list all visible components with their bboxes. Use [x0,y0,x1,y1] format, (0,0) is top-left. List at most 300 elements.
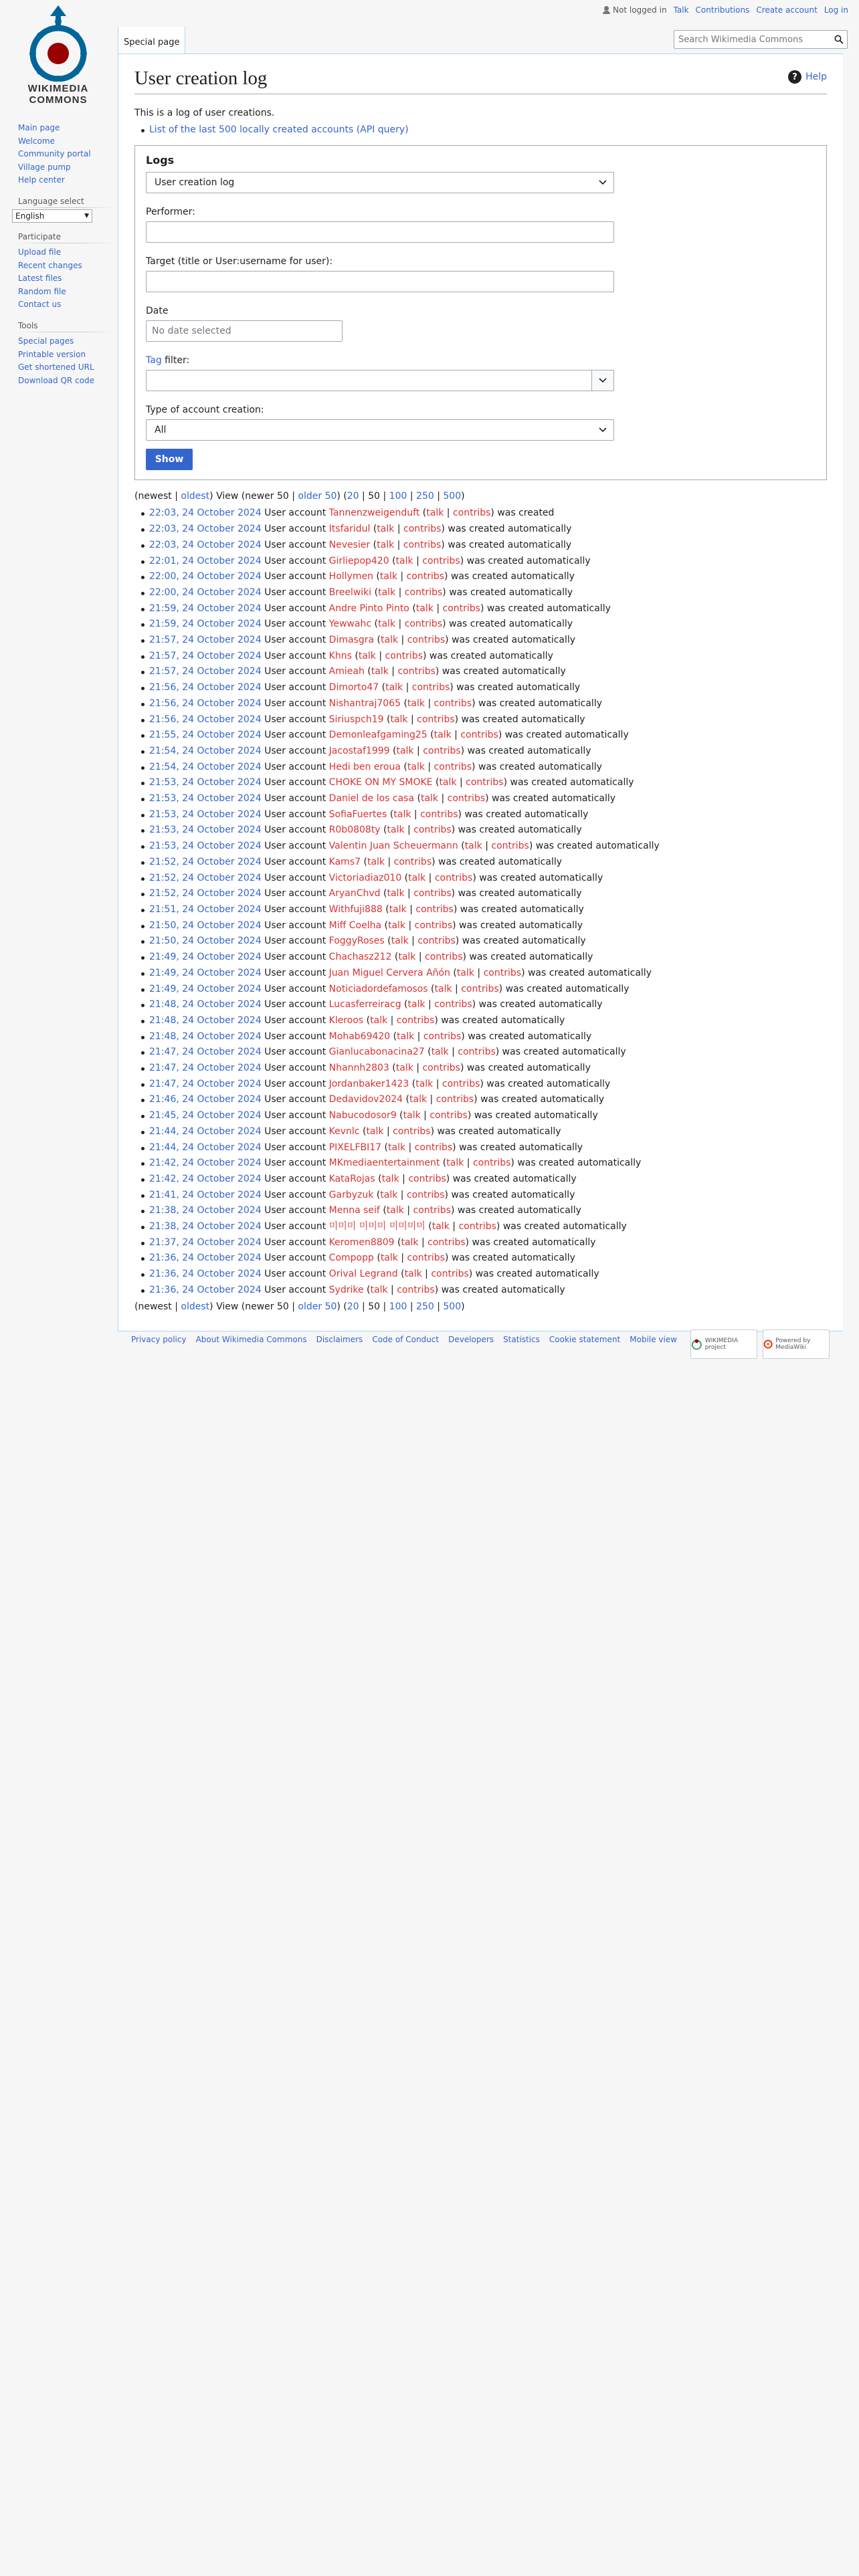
limit-100-link[interactable]: 100 [389,1301,407,1312]
entry-talk-link[interactable]: talk [393,809,411,820]
entry-contribs-link[interactable]: contribs [422,555,460,566]
entry-timestamp-link[interactable]: 21:50, 24 October 2024 [149,936,262,947]
entry-timestamp-link[interactable]: 21:46, 24 October 2024 [149,1094,262,1105]
entry-contribs-link[interactable]: contribs [417,714,455,725]
entry-user-link[interactable]: Kams7 [328,856,361,867]
api-query-link[interactable]: List of the last 500 locally created accounts (API query) [149,124,409,136]
entry-user-link[interactable]: Gianlucabonacina27 [328,1047,425,1058]
entry-contribs-link[interactable]: contribs [427,1237,466,1248]
entry-text: ( [394,1237,401,1248]
entry-timestamp-link[interactable]: 21:47, 24 October 2024 [149,1047,262,1058]
create-account-link[interactable]: Create account [756,5,818,15]
entry-contribs-link[interactable]: contribs [458,1221,496,1232]
entry-contribs-link[interactable]: contribs [414,920,453,931]
entry-timestamp-link[interactable]: 21:52, 24 October 2024 [149,856,262,867]
entry-contribs-link[interactable]: contribs [406,1189,445,1200]
sidebar-item-qr-code[interactable]: Download QR code [18,375,94,385]
entry-action-text: was created automatically [459,1142,583,1153]
entry-timestamp-link[interactable]: 21:49, 24 October 2024 [149,983,262,994]
entry-user-link[interactable]: Nabucodosor9 [328,1110,397,1121]
entry-user-link[interactable]: Compopp [328,1253,374,1264]
entry-user-link[interactable]: Kevnlc [328,1125,360,1137]
entry-talk-link[interactable]: talk [370,1014,388,1026]
entry-talk-link[interactable]: talk [378,586,396,598]
entry-user-link[interactable]: Chachasz212 [328,952,392,963]
entry-timestamp-link[interactable]: 21:38, 24 October 2024 [149,1205,262,1216]
entry-contribs-link[interactable]: contribs [452,508,491,519]
entry-timestamp-link[interactable]: 21:44, 24 October 2024 [149,1125,262,1137]
entry-talk-link[interactable]: talk [367,856,385,867]
entry-text: | [474,967,484,978]
entry-contribs-link[interactable]: contribs [397,666,436,677]
entry-user-link[interactable]: Lucasferreiracg [328,999,401,1010]
entry-timestamp-link[interactable]: 21:36, 24 October 2024 [149,1253,262,1264]
entry-user-link[interactable]: AryanChvd [328,888,381,899]
entry-contribs-link[interactable]: contribs [431,1269,469,1280]
tab-special-page[interactable]: Special page [118,27,185,53]
entry-timestamp-link[interactable]: 21:42, 24 October 2024 [149,1173,262,1184]
entry-talk-link[interactable]: talk [415,603,434,614]
entry-user-link[interactable]: Nevesier [328,539,371,550]
entry-timestamp-link[interactable]: 21:53, 24 October 2024 [149,777,262,788]
entry-user-link[interactable]: Dimorto47 [328,682,379,693]
entry-user-link[interactable]: MKmediaentertainment [328,1158,440,1169]
entry-timestamp-link[interactable]: 22:03, 24 October 2024 [149,508,262,519]
entry-user-account-label: User account [261,809,329,820]
entry-talk-link[interactable]: talk [386,1205,404,1216]
entry-talk-link[interactable]: talk [420,793,439,804]
language-select[interactable] [12,209,92,223]
entry-text: ) [472,697,478,709]
entry-talk-link[interactable]: talk [381,635,399,646]
entry-talk-link[interactable]: talk [415,1078,434,1089]
date-input[interactable]: No date selected [146,320,343,342]
limit-20-link[interactable]: 20 [347,1301,359,1312]
entry-text: ) [458,809,465,820]
entry-contribs-link[interactable]: contribs [403,539,442,550]
entry-text: ( [409,603,416,614]
sidebar-item-help-center[interactable]: Help center [18,175,65,185]
entry-text: | [403,682,412,693]
entry-timestamp-link[interactable]: 21:53, 24 October 2024 [149,809,262,820]
entry-user-link[interactable]: Nishantraj7065 [328,697,401,709]
entry-user-account-label: User account [261,508,329,519]
sidebar-item-recent-changes[interactable]: Recent changes [18,260,82,270]
sidebar-item-special-pages[interactable]: Special pages [18,336,74,346]
footer-disclaimers-link[interactable]: Disclaimers [316,1335,363,1344]
entry-talk-link[interactable]: talk [432,1221,450,1232]
entry-user-link[interactable]: Garbyzuk [328,1189,374,1200]
entry-timestamp-link[interactable]: 21:41, 24 October 2024 [149,1189,262,1200]
entry-talk-link[interactable]: talk [377,619,396,630]
entry-timestamp-link[interactable]: 21:49, 24 October 2024 [149,967,262,978]
log-entry [149,1108,827,1124]
entry-talk-link[interactable]: talk [446,1158,464,1169]
entry-contribs-link[interactable]: contribs [483,967,522,978]
entry-talk-link[interactable]: talk [404,1269,422,1280]
entry-contribs-link[interactable]: contribs [466,777,504,788]
entry-timestamp-link[interactable]: 21:44, 24 October 2024 [149,1142,262,1153]
older-50-link[interactable]: older 50 [298,491,337,502]
entry-talk-link[interactable]: talk [385,682,403,693]
entry-user-link[interactable]: FoggyRoses [328,936,385,947]
site-logo[interactable] [15,1,102,107]
entry-user-link[interactable]: Hedi ben eroua [328,761,401,772]
entry-user-link[interactable]: Daniel de los casa [328,793,415,804]
entry-talk-link[interactable]: talk [426,508,444,519]
entry-timestamp-link[interactable]: 21:37, 24 October 2024 [149,1237,262,1248]
sidebar-item-welcome[interactable]: Welcome [18,136,55,146]
entry-user-link[interactable]: Dimasgra [328,635,375,646]
entry-user-link[interactable]: Itsfaridul [328,524,371,535]
log-entry [149,1013,827,1029]
entry-user-link[interactable]: Khns [328,650,352,661]
entry-user-link[interactable]: Sydrike [328,1284,364,1295]
mediawiki-badge[interactable] [763,1329,830,1359]
footer-statistics-link[interactable]: Statistics [503,1335,540,1344]
entry-timestamp-link[interactable]: 21:49, 24 October 2024 [149,952,262,963]
entry-talk-link[interactable]: talk [358,650,376,661]
entry-contribs-link[interactable]: contribs [397,1284,435,1295]
entry-talk-link[interactable]: talk [398,952,416,963]
entry-user-link[interactable]: Jordanbaker1423 [328,1078,409,1089]
entry-timestamp-link[interactable]: 21:55, 24 October 2024 [149,730,262,741]
entry-talk-link[interactable]: talk [407,697,425,709]
entry-user-link[interactable]: Withfuji888 [328,904,383,915]
entry-text: ) [461,1031,468,1042]
entry-text: | [424,761,434,772]
entry-text: ( [351,650,359,661]
entry-talk-link[interactable]: talk [388,1142,406,1153]
entry-talk-link[interactable]: talk [403,1110,421,1121]
entry-contribs-link[interactable]: contribs [407,1253,445,1264]
entry-timestamp-link[interactable]: 22:03, 24 October 2024 [149,524,262,535]
entry-contribs-link[interactable]: contribs [460,730,498,741]
help-link[interactable] [788,70,827,84]
limit-500-link[interactable]: 500 [443,491,462,502]
entry-contribs-link[interactable]: contribs [393,856,432,867]
entry-timestamp-link[interactable]: 21:47, 24 October 2024 [149,1063,262,1074]
entry-talk-link[interactable]: talk [434,983,452,994]
entry-talk-link[interactable]: talk [387,825,405,836]
entry-action-text: was created automatically [451,1253,575,1264]
entry-timestamp-link[interactable]: 21:54, 24 October 2024 [149,761,262,772]
entry-contribs-link[interactable]: contribs [417,936,456,947]
entry-timestamp-link[interactable]: 21:56, 24 October 2024 [149,697,262,709]
entry-text: | [407,714,417,725]
entry-contribs-link[interactable]: contribs [407,635,446,646]
help-label[interactable]: Help [805,72,827,82]
entry-contribs-link[interactable]: contribs [393,1125,431,1137]
entry-contribs-link[interactable]: contribs [415,904,454,915]
sidebar-item-shortened-url[interactable]: Get shortened URL [18,362,94,372]
sidebar-item-village-pump[interactable]: Village pump [18,162,71,172]
entry-user-link[interactable]: Breelwiki [328,586,372,598]
entry-talk-link[interactable]: talk [409,1094,427,1105]
entry-contribs-link[interactable]: contribs [414,1142,453,1153]
entry-contribs-link[interactable]: contribs [413,888,452,899]
entry-contribs-link[interactable]: contribs [413,1205,451,1216]
entry-text: | [385,856,394,867]
oldest-link[interactable]: oldest [181,491,210,502]
entry-text: ( [389,555,396,566]
entry-text: | [452,983,462,994]
entry-talk-link[interactable]: talk [391,936,409,947]
entry-user-account-label: User account [261,1031,329,1042]
entry-timestamp-link[interactable]: 21:52, 24 October 2024 [149,888,262,899]
entry-timestamp-link[interactable]: 22:00, 24 October 2024 [149,586,262,598]
entry-user-link[interactable]: Nhannh2803 [328,1063,389,1074]
entry-contribs-link[interactable]: contribs [434,761,472,772]
entry-timestamp-link[interactable]: 21:54, 24 October 2024 [149,745,262,756]
entry-timestamp-link[interactable]: 22:03, 24 October 2024 [149,539,262,550]
entry-user-link[interactable]: CHOKE ON MY SMOKE [328,777,433,788]
entry-talk-link[interactable]: talk [407,999,425,1010]
entry-user-link[interactable]: Andre Pinto Pinto [328,603,409,614]
entry-talk-link[interactable]: talk [401,1237,419,1248]
entry-talk-link[interactable]: talk [387,920,406,931]
footer-privacy-link[interactable]: Privacy policy [131,1335,187,1344]
sidebar-navigation [18,120,114,187]
contributions-link[interactable]: Contributions [695,5,750,15]
entry-timestamp-link[interactable]: 21:48, 24 October 2024 [149,1031,262,1042]
entry-timestamp-link[interactable]: 22:01, 24 October 2024 [149,555,262,566]
entry-contribs-link[interactable]: contribs [434,872,473,883]
log-entry [149,1172,827,1188]
entry-talk-link[interactable]: talk [395,1063,413,1074]
entry-talk-link[interactable]: talk [390,714,408,725]
entry-contribs-link[interactable]: contribs [436,1094,474,1105]
entry-talk-link[interactable]: talk [380,1253,398,1264]
log-in-link[interactable]: Log in [824,5,848,15]
entry-user-link[interactable]: Mohab69420 [328,1031,391,1042]
show-button[interactable]: Show [146,449,193,470]
entry-timestamp-link[interactable]: 21:48, 24 October 2024 [149,1014,262,1026]
entry-talk-link[interactable]: talk [434,730,452,741]
performer-input[interactable] [146,221,614,243]
entry-user-link[interactable]: Menna seif [328,1205,380,1216]
entry-contribs-link[interactable]: contribs [442,1078,480,1089]
log-type-select[interactable] [146,172,614,193]
entry-timestamp-link[interactable]: 21:57, 24 October 2024 [149,650,262,661]
entry-contribs-link[interactable]: contribs [461,983,499,994]
entry-contribs-link[interactable]: contribs [430,1110,468,1121]
entry-timestamp-link[interactable]: 21:53, 24 October 2024 [149,793,262,804]
log-entry [149,855,827,871]
entry-text: ( [401,999,408,1010]
entry-talk-link[interactable]: talk [464,841,482,852]
entry-user-link[interactable]: Victoriadiaz010 [328,872,402,883]
entry-user-link[interactable]: Hollymen [328,571,373,582]
entry-timestamp-link[interactable]: 21:42, 24 October 2024 [149,1158,262,1169]
tag-link[interactable]: Tag [146,355,162,366]
entry-user-link[interactable]: Orival Legrand [328,1269,398,1280]
entry-contribs-link[interactable]: contribs [406,571,445,582]
footer-code-of-conduct-link[interactable]: Code of Conduct [372,1335,440,1344]
search-input[interactable] [674,34,831,45]
entry-contribs-link[interactable]: contribs [491,841,529,852]
entry-contribs-link[interactable]: contribs [434,697,472,709]
entry-timestamp-link[interactable]: 21:59, 24 October 2024 [149,619,262,630]
footer-about-link[interactable]: About Wikimedia Commons [195,1335,307,1344]
entry-talk-link[interactable]: talk [379,571,397,582]
entry-talk-link[interactable]: talk [381,1173,399,1184]
log-entry [149,950,827,966]
entry-timestamp-link[interactable]: 21:53, 24 October 2024 [149,825,262,836]
entry-user-link[interactable]: Amieah [328,666,365,677]
entry-timestamp-link[interactable]: 21:36, 24 October 2024 [149,1269,262,1280]
entry-talk-link[interactable]: talk [377,539,395,550]
entry-user-account-label: User account [261,1094,329,1105]
entry-talk-link[interactable]: talk [366,1125,384,1137]
entry-contribs-link[interactable]: contribs [413,825,452,836]
entry-timestamp-link[interactable]: 21:53, 24 October 2024 [149,841,262,852]
entry-talk-link[interactable]: talk [371,666,389,677]
entry-user-link[interactable]: KataRojas [328,1173,375,1184]
entry-user-account-label: User account [261,1253,329,1264]
limit-20-link[interactable]: 20 [347,491,359,502]
entry-user-link[interactable]: Kleroos [328,1014,364,1026]
entry-text: | [395,619,405,630]
entry-action-text: was created automatically [464,809,589,820]
entry-contribs-link[interactable]: contribs [408,1173,446,1184]
entry-action-text: was created automatically [517,1158,642,1169]
account-type-select[interactable] [146,419,614,441]
limit-100-link[interactable]: 100 [389,491,407,502]
entry-user-link[interactable]: Demonleafgaming25 [328,730,427,741]
entry-contribs-link[interactable]: contribs [434,999,472,1010]
limit-250-link[interactable]: 250 [416,1301,434,1312]
nav-text: ) ( [337,1301,347,1312]
entry-talk-link[interactable]: talk [370,1284,388,1295]
sidebar-item-random-file[interactable]: Random file [18,286,66,296]
intro-text: This is a log of user creations. [134,108,275,119]
entry-user-account-label: User account [261,1269,329,1280]
talk-link[interactable]: Talk [673,5,689,15]
sidebar-item-upload-file[interactable]: Upload file [18,247,62,257]
entry-timestamp-link[interactable]: 21:45, 24 October 2024 [149,1110,262,1121]
wikimedia-project-badge[interactable] [690,1329,757,1359]
entry-timestamp-link[interactable]: 21:48, 24 October 2024 [149,999,262,1010]
entry-contribs-link[interactable]: contribs [420,809,458,820]
entry-timestamp-link[interactable]: 21:57, 24 October 2024 [149,666,262,677]
footer-cookie-link[interactable]: Cookie statement [549,1335,621,1344]
entry-contribs-link[interactable]: contribs [447,793,486,804]
entry-timestamp-link[interactable]: 21:59, 24 October 2024 [149,603,262,614]
entry-user-link[interactable]: Valentin Juan Scheuermann [328,841,458,852]
older-50-link[interactable]: older 50 [298,1301,337,1312]
sidebar-item-contact-us[interactable]: Contact us [18,300,62,310]
entry-user-link[interactable]: Noticiadordefamosos [328,983,428,994]
entry-talk-link[interactable]: talk [380,1189,398,1200]
entry-contribs-link[interactable]: contribs [403,524,442,535]
entry-timestamp-link[interactable]: 22:00, 24 October 2024 [149,571,262,582]
entry-talk-link[interactable]: talk [408,872,426,883]
log-entry [149,823,827,839]
entry-contribs-link[interactable]: contribs [442,603,480,614]
sidebar-item-main-page[interactable]: Main page [18,123,60,132]
entry-user-link[interactable]: Miff Coelha [328,920,382,931]
entry-contribs-link[interactable]: contribs [425,952,463,963]
oldest-link[interactable]: oldest [181,1301,210,1312]
entry-text: ( [424,1047,432,1058]
entry-timestamp-link[interactable]: 21:36, 24 October 2024 [149,1284,262,1295]
entry-talk-link[interactable]: talk [439,777,457,788]
entry-talk-link[interactable]: talk [377,524,395,535]
entry-contribs-link[interactable]: contribs [404,619,443,630]
entry-talk-link[interactable]: talk [395,555,413,566]
entry-timestamp-link[interactable]: 21:56, 24 October 2024 [149,682,262,693]
tag-filter-dropdown-button[interactable] [591,370,614,391]
entry-contribs-link[interactable]: contribs [411,682,450,693]
entry-timestamp-link[interactable]: 21:50, 24 October 2024 [149,920,262,931]
entry-user-link[interactable]: Yewwahc [328,619,372,630]
entry-timestamp-link[interactable]: 21:51, 24 October 2024 [149,904,262,915]
entry-user-link[interactable]: SofiaFuertes [328,809,387,820]
entry-action-text: was created automatically [527,967,652,978]
limit-250-link[interactable]: 250 [416,491,434,502]
footer-mobile-view-link[interactable]: Mobile view [630,1335,678,1344]
entry-user-link[interactable]: Girliepop420 [328,555,389,566]
entry-timestamp-link[interactable]: 21:47, 24 October 2024 [149,1078,262,1089]
entry-talk-link[interactable]: talk [407,761,425,772]
entry-talk-link[interactable]: talk [387,888,405,899]
entry-contribs-link[interactable]: contribs [422,1063,460,1074]
entry-timestamp-link[interactable]: 21:56, 24 October 2024 [149,714,262,725]
log-entry [149,1235,827,1251]
entry-user-link[interactable]: 미미미 미미미 미미미미 [328,1221,425,1232]
entry-text: ) [444,1189,452,1200]
entry-user-link[interactable]: Jacostaf1999 [328,745,390,756]
limit-500-link[interactable]: 500 [443,1301,462,1312]
entry-timestamp-link[interactable]: 21:57, 24 October 2024 [149,635,262,646]
entry-contribs-link[interactable]: contribs [423,745,461,756]
entry-user-link[interactable]: Siriuspch19 [328,714,384,725]
sidebar-item-community-portal[interactable]: Community portal [18,149,91,159]
sidebar-item-latest-files[interactable]: Latest files [18,274,62,284]
tag-filter-input[interactable] [146,370,591,391]
entry-contribs-link[interactable]: contribs [472,1158,511,1169]
entry-user-account-label: User account [261,730,329,741]
entry-talk-link[interactable]: talk [397,1031,415,1042]
entry-user-link[interactable]: Dedavidov2024 [328,1094,403,1105]
search-button[interactable] [831,31,847,48]
footer-developers-link[interactable]: Developers [448,1335,494,1344]
nav-text: | [359,491,369,502]
sidebar-item-printable-version[interactable]: Printable version [18,349,86,359]
entry-timestamp-link[interactable]: 21:38, 24 October 2024 [149,1221,262,1232]
target-input[interactable] [146,271,614,292]
entry-contribs-link[interactable]: contribs [423,1031,462,1042]
entry-talk-link[interactable]: talk [456,967,474,978]
entry-user-account-label: User account [261,825,329,836]
entry-contribs-link[interactable]: contribs [404,586,443,598]
entry-text: ) [490,508,498,519]
entry-user-link[interactable]: R0b0808ty [328,825,381,836]
entry-user-link[interactable]: PIXELFBI17 [328,1142,382,1153]
entry-talk-link[interactable]: talk [389,904,407,915]
entry-contribs-link[interactable]: contribs [396,1014,435,1026]
entry-timestamp-link[interactable]: 21:52, 24 October 2024 [149,872,262,883]
entry-user-link[interactable]: Tannenzweigenduft [328,508,420,519]
entry-text: ) [453,904,460,915]
entry-talk-link[interactable]: talk [396,745,414,756]
entry-user-link[interactable]: Keromen8809 [328,1237,395,1248]
entry-contribs-link[interactable]: contribs [385,650,423,661]
entry-user-link[interactable]: Juan Miguel Cervera Añón [328,967,450,978]
entry-contribs-link[interactable]: contribs [458,1047,496,1058]
entry-talk-link[interactable]: talk [431,1047,449,1058]
